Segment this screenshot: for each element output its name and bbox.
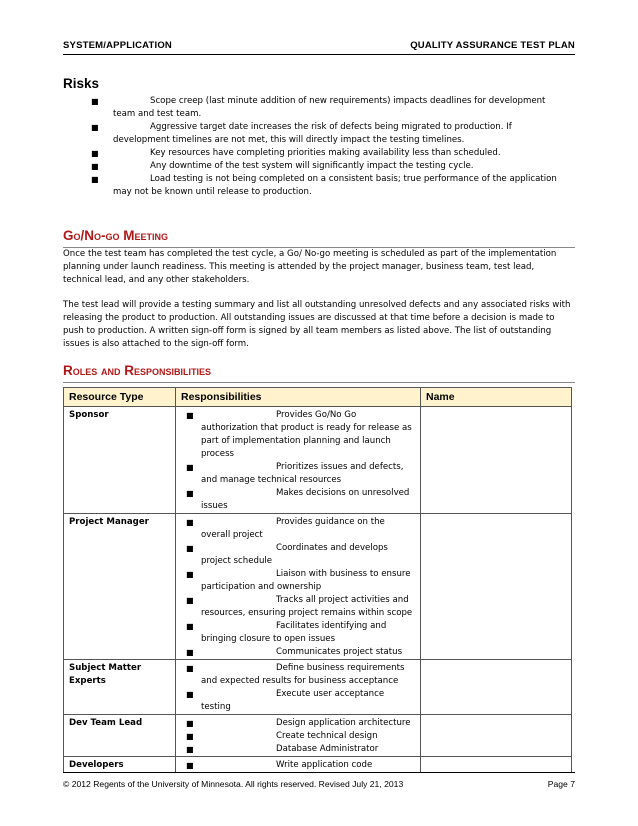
roles-heading-text: Roles and Responsibilities [63,363,212,378]
name-cell [421,514,572,660]
bullet-icon: ■ [186,463,194,472]
gonogo-paragraph-2: The test lead will provide a testing summary and list all outstanding unresolved defects and any associated risks with releasing the product to production. All outstanding issues are discussed at that time before a decision is made to push to production. A written sign-off form is signed by all team members as listed above. The list of outstanding issues is also attached to the sign-off form. [63,300,571,349]
name-cell [421,757,572,773]
bullet-icon: ■ [186,648,194,657]
responsibility-item: ■ Provides Go/No Go authorization that product is ready for release as part of implementation planning and launch process [186,410,412,459]
name-cell [421,715,572,757]
risks-list [63,95,568,199]
table-header-row [64,388,572,407]
responsibility-item: ■ Define business requirements and expected results for business acceptance [186,663,405,686]
risk-item: ■ Scope creep (last minute addition of new requirements) impacts deadlines for development team and test team. [91,96,546,119]
responsibilities-cell [176,757,421,773]
footer-copyright: © 2012 Regents of the University of Minnesota. All rights reserved. Revised July 21, 2013 [63,779,404,789]
bullet-icon: ■ [186,518,194,527]
bullet-icon: ■ [186,411,194,420]
roles-heading [63,362,575,383]
responsibility-item: ■ Coordinates and develops project schedule [186,543,388,566]
responsibility-item: ■ Liaison with business to ensure participation and ownership [186,569,411,592]
bullet-icon: ■ [91,123,99,132]
bullet-icon: ■ [91,175,99,184]
bullet-icon: ■ [186,570,194,579]
name-cell [421,660,572,715]
responsibilities-cell [176,660,421,715]
bullet-icon: ■ [186,664,194,673]
bullet-icon: ■ [186,719,194,728]
risks-heading: Risks [63,76,100,91]
responsibilities-cell [176,407,421,514]
table-row [64,660,572,715]
page-header [63,40,575,54]
responsibility-item: ■ Facilitates identifying and bringing closure to open issues [186,621,387,644]
risk-item: ■ Aggressive target date increases the risk of defects being migrated to production. If development timelines are not met, this will directly impact the testing timelines. [91,122,512,145]
bullet-icon: ■ [186,544,194,553]
bullet-icon: ■ [91,162,99,171]
column-header-resource-type: Resource Type [64,388,176,407]
gonogo-paragraph-1: Once the test team has completed the test cycle, a Go/ No-go meeting is scheduled as part of the implementation planning under launch readiness. This meeting is attended by the project manager, business team, test lead, technical lead, and any other stakeholders. [63,249,557,285]
resource-type-cell: Subject Matter Experts [64,660,176,715]
gonogo-heading [63,227,575,248]
roles-table [63,387,572,773]
table-row [64,715,572,757]
bullet-icon: ■ [186,690,194,699]
resource-type-cell: Developers [64,757,176,773]
responsibility-item: ■ Prioritizes issues and defects, and manage technical resources [186,462,404,485]
risk-item: ■ Key resources have completing priorities making availability less than scheduled. [91,148,501,158]
resource-type-cell: Sponsor [64,407,176,514]
responsibilities-cell [176,514,421,660]
name-cell [421,407,572,514]
bullet-icon: ■ [186,761,194,770]
bullet-icon: ■ [91,149,99,158]
responsibility-item: ■ Communicates project status [186,647,403,657]
responsibility-item: ■ Design application architecture [186,718,411,728]
responsibility-item: ■ Database Administrator [186,744,379,754]
gonogo-heading-text: Go/No-go Meeting [63,228,168,243]
responsibility-item: ■ Makes decisions on unresolved issues [186,488,410,511]
risk-item: ■ Any downtime of the test system will significantly impact the testing cycle. [91,161,474,171]
column-header-responsibilities: Responsibilities [176,388,421,407]
responsibility-item: ■ Create technical design [186,731,378,741]
bullet-icon: ■ [186,596,194,605]
resource-type-cell: Dev Team Lead [64,715,176,757]
responsibilities-cell [176,715,421,757]
risk-item: ■ Load testing is not being completed on a consistent basis; true performance of the application may not be known until release to production. [91,174,557,197]
responsibility-item: ■ Write application code [186,760,373,770]
header-rule [63,54,575,55]
bullet-icon: ■ [186,489,194,498]
footer-rule [63,772,575,773]
responsibility-item: ■ Provides guidance on the overall project [186,517,385,540]
page-number: Page 7 [547,779,575,789]
responsibility-item: ■ Execute user acceptance testing [186,689,385,712]
bullet-icon: ■ [186,732,194,741]
responsibility-item: ■ Tracks all project activities and resources, ensuring project remains within scope [186,595,413,618]
column-header-name: Name [421,388,572,407]
table-row [64,757,572,773]
resource-type-cell: Project Manager [64,514,176,660]
table-row [64,407,572,514]
table-row [64,514,572,660]
header-system-application: SYSTEM/APPLICATION [63,40,172,51]
bullet-icon: ■ [186,622,194,631]
bullet-icon: ■ [91,97,99,106]
bullet-icon: ■ [186,745,194,754]
header-plan-title: QUALITY ASSURANCE TEST PLAN [410,40,575,51]
